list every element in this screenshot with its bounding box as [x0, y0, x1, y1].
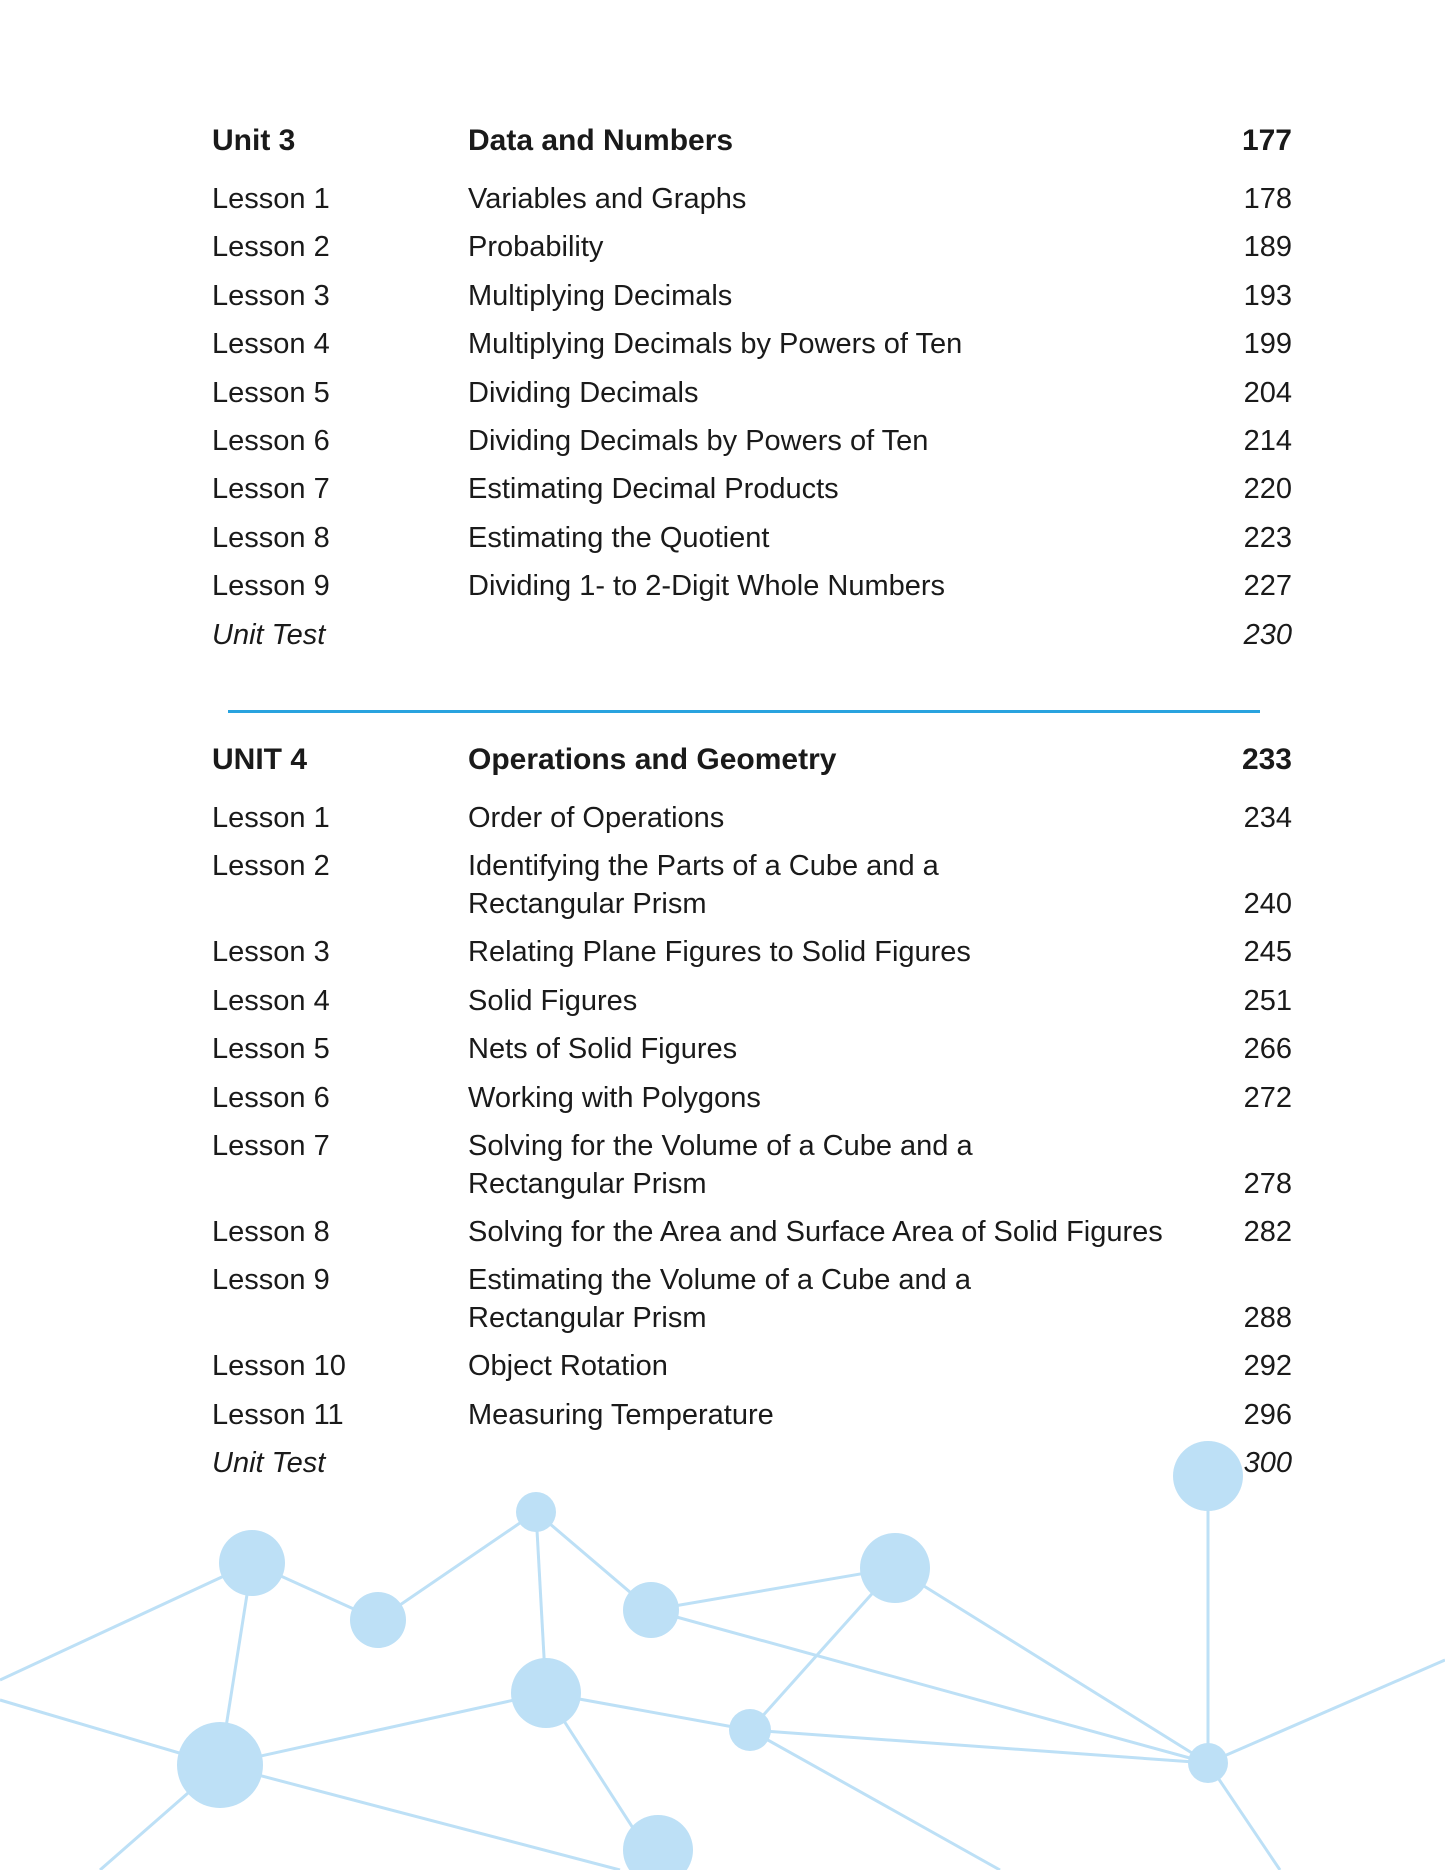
- lesson-row[interactable]: [212, 933, 1292, 981]
- lesson-title: [468, 1347, 1228, 1385]
- lesson-row[interactable]: [212, 1347, 1292, 1395]
- unit4-header: [212, 741, 1292, 799]
- unit4-title: Operations and Geometry: [468, 743, 837, 776]
- lesson-title: [468, 277, 1228, 315]
- lesson-label: Lesson 8: [212, 521, 330, 554]
- lesson-page: 272: [1243, 1081, 1292, 1114]
- lesson-title: [468, 422, 1228, 460]
- lesson-label: Lesson 2: [212, 850, 330, 883]
- unit4-label: UNIT 4: [212, 743, 308, 776]
- unit-test-label: Unit Test: [212, 1447, 326, 1480]
- lesson-page: 266: [1243, 1033, 1292, 1066]
- lesson-title: [468, 180, 1228, 218]
- lesson-title: [468, 933, 1228, 971]
- lesson-label: Lesson 6: [212, 424, 330, 457]
- lesson-page: 282: [1243, 1215, 1292, 1248]
- lesson-label: Lesson 3: [212, 279, 330, 312]
- lesson-title-line: Solving for the Area and Surface Area of Solid Figures: [468, 1215, 1163, 1248]
- lesson-title: [468, 519, 1228, 557]
- lesson-page: 220: [1243, 473, 1292, 506]
- lesson-row[interactable]: [212, 180, 1292, 228]
- lesson-label: Lesson 5: [212, 1033, 330, 1066]
- lesson-page: 278: [1243, 1167, 1292, 1200]
- lesson-label: Lesson 8: [212, 1215, 330, 1248]
- lesson-title: [468, 1030, 1228, 1068]
- lesson-page: 178: [1243, 183, 1292, 215]
- lesson-label: Lesson 7: [212, 473, 330, 506]
- lesson-page: 288: [1243, 1302, 1292, 1335]
- lesson-title-line: Rectangular Prism: [468, 1167, 707, 1200]
- unit3-label: Unit 3: [212, 124, 296, 157]
- lesson-row[interactable]: [212, 1127, 1292, 1213]
- lesson-page: 214: [1243, 424, 1292, 457]
- lesson-title: [468, 470, 1228, 508]
- lesson-title: [468, 374, 1228, 412]
- lesson-label: Lesson 1: [212, 183, 330, 215]
- lesson-label: Lesson 4: [212, 328, 330, 361]
- lesson-label: Lesson 9: [212, 1264, 330, 1297]
- lesson-row[interactable]: [212, 325, 1292, 373]
- lesson-label: Lesson 5: [212, 376, 330, 409]
- unit3-header: [212, 122, 1292, 180]
- unit4-test-row[interactable]: [212, 1444, 1292, 1492]
- unit-test-page: 300: [1243, 1447, 1292, 1480]
- lesson-row[interactable]: [212, 1079, 1292, 1127]
- lesson-page: 199: [1243, 328, 1292, 361]
- lesson-title: [468, 1079, 1228, 1117]
- lesson-title-line: Solid Figures: [468, 984, 638, 1017]
- lesson-row[interactable]: [212, 228, 1292, 276]
- lesson-label: Lesson 2: [212, 231, 330, 264]
- lesson-page: 251: [1243, 984, 1292, 1017]
- lesson-row[interactable]: [212, 470, 1292, 518]
- lesson-page: 234: [1243, 802, 1292, 834]
- section-divider: [228, 710, 1260, 713]
- lesson-row[interactable]: [212, 422, 1292, 470]
- lesson-title-line: Identifying the Parts of a Cube and a: [468, 850, 939, 883]
- lesson-page: 193: [1243, 279, 1292, 312]
- unit-test-label: Unit Test: [212, 618, 326, 651]
- lesson-row[interactable]: [212, 519, 1292, 567]
- lesson-title-line: Dividing Decimals: [468, 376, 699, 409]
- lesson-title-line: Order of Operations: [468, 802, 725, 834]
- lesson-title: [468, 567, 1228, 605]
- unit3-test-row[interactable]: [212, 616, 1292, 664]
- lesson-title-line: Measuring Temperature: [468, 1398, 774, 1431]
- lesson-row[interactable]: [212, 982, 1292, 1030]
- unit4-lesson-list: [212, 799, 1292, 1444]
- unit3-page: 177: [1241, 124, 1292, 157]
- lesson-title-line: Probability: [468, 231, 604, 264]
- lesson-title: [468, 228, 1228, 266]
- lesson-title-line: Rectangular Prism: [468, 888, 707, 921]
- lesson-title: [468, 799, 1228, 837]
- lesson-row[interactable]: [212, 567, 1292, 615]
- unit3-title: Data and Numbers: [468, 124, 734, 157]
- lesson-row[interactable]: [212, 799, 1292, 847]
- lesson-page: 292: [1243, 1350, 1292, 1383]
- lesson-title: [468, 1396, 1228, 1434]
- unit3-section: [212, 122, 1292, 664]
- lesson-row[interactable]: [212, 1030, 1292, 1078]
- lesson-title-line: Working with Polygons: [468, 1081, 761, 1114]
- lesson-row[interactable]: [212, 1261, 1292, 1347]
- lesson-title-line: Estimating Decimal Products: [468, 473, 839, 506]
- lesson-title: [468, 325, 1228, 363]
- unit4-page: 233: [1241, 743, 1292, 776]
- lesson-title-line: Multiplying Decimals: [468, 279, 733, 312]
- lesson-title: [468, 1213, 1228, 1251]
- lesson-page: 240: [1243, 888, 1292, 921]
- unit-test-page: 230: [1243, 618, 1292, 651]
- lesson-title-line: Nets of Solid Figures: [468, 1033, 738, 1066]
- lesson-title-line: Estimating the Volume of a Cube and a: [468, 1264, 971, 1297]
- lesson-label: Lesson 1: [212, 802, 330, 834]
- unit3-lesson-list: [212, 180, 1292, 616]
- lesson-label: Lesson 3: [212, 936, 330, 969]
- lesson-title: [468, 847, 1228, 923]
- lesson-label: Lesson 10: [212, 1350, 346, 1383]
- lesson-title-line: Estimating the Quotient: [468, 521, 770, 554]
- lesson-title-line: Variables and Graphs: [468, 183, 747, 215]
- lesson-row[interactable]: [212, 1213, 1292, 1261]
- lesson-title-line: Solving for the Volume of a Cube and a: [468, 1129, 973, 1162]
- lesson-page: 245: [1243, 936, 1292, 969]
- lesson-label: Lesson 6: [212, 1081, 330, 1114]
- lesson-row[interactable]: [212, 1396, 1292, 1444]
- lesson-label: Lesson 11: [212, 1398, 344, 1431]
- lesson-row[interactable]: [212, 847, 1292, 933]
- lesson-label: Lesson 9: [212, 570, 330, 603]
- lesson-page: 204: [1243, 376, 1292, 409]
- lesson-title-line: Dividing Decimals by Powers of Ten: [468, 424, 929, 457]
- lesson-label: Lesson 7: [212, 1129, 330, 1162]
- lesson-page: 189: [1243, 231, 1292, 264]
- lesson-title: [468, 982, 1228, 1020]
- lesson-title-line: Multiplying Decimals by Powers of Ten: [468, 328, 963, 361]
- unit4-section: [212, 741, 1292, 1492]
- lesson-page: 296: [1243, 1398, 1292, 1431]
- lesson-title: [468, 1261, 1228, 1337]
- lesson-label: Lesson 4: [212, 984, 330, 1017]
- lesson-title-line: Rectangular Prism: [468, 1302, 707, 1335]
- lesson-row[interactable]: [212, 374, 1292, 422]
- lesson-title-line: Dividing 1- to 2-Digit Whole Numbers: [468, 570, 946, 603]
- lesson-title-line: Relating Plane Figures to Solid Figures: [468, 936, 971, 969]
- lesson-title-line: Object Rotation: [468, 1350, 668, 1383]
- lesson-title: [468, 1127, 1228, 1203]
- lesson-page: 227: [1243, 570, 1292, 603]
- lesson-page: 223: [1243, 521, 1292, 554]
- lesson-row[interactable]: [212, 277, 1292, 325]
